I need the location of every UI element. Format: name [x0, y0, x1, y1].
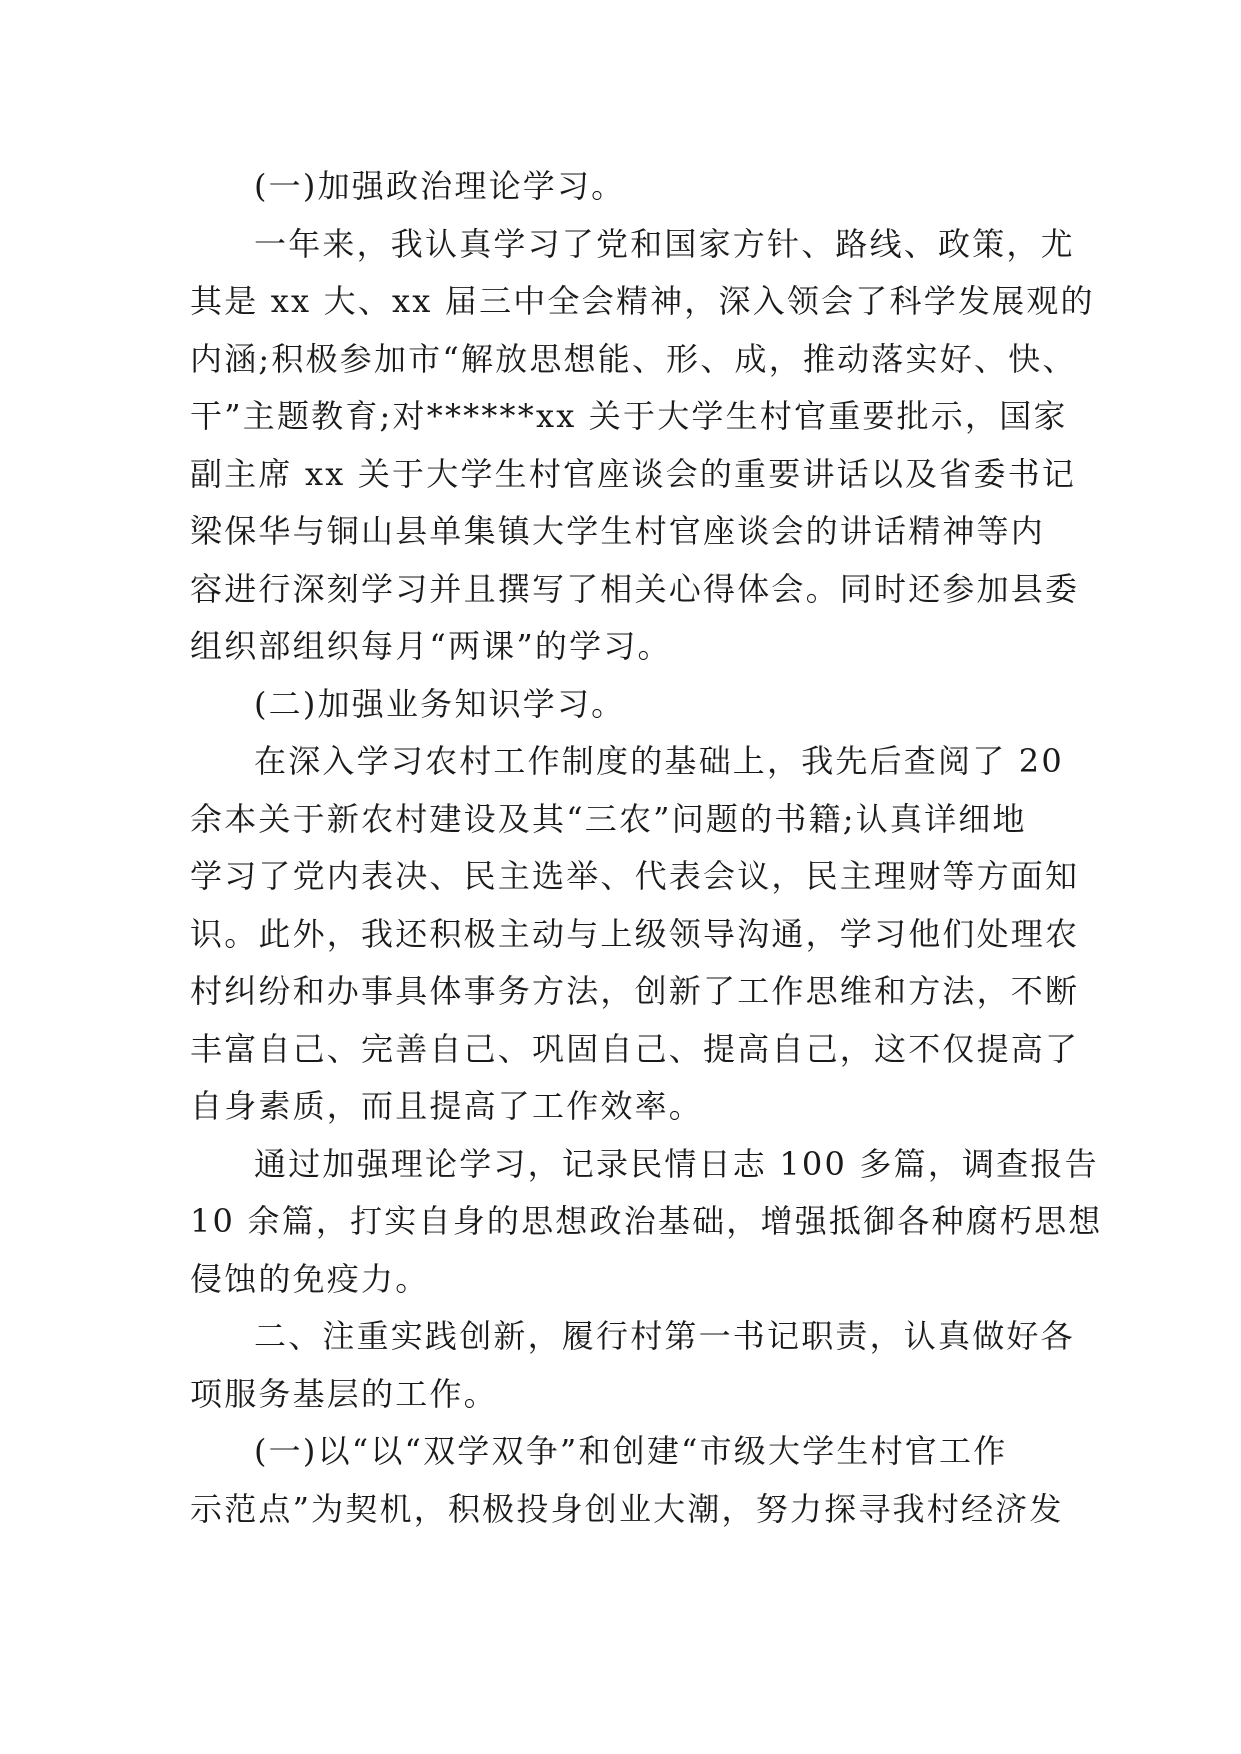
paragraph-business-study: [190, 733, 1080, 1136]
text-line: 二、注重实践创新，履行村第一书记职责，认真做好各: [254, 1317, 1075, 1355]
text-line: 在深入学习农村工作制度的基础上，我先后查阅了 20: [254, 742, 1064, 780]
text-line: 梁保华与铜山县单集镇大学生村官座谈会的讲话精神等内: [190, 512, 1046, 550]
text-line: 其是 xx 大、xx 届三中全会精神，深入领会了科学发展观的: [190, 282, 1095, 320]
section-heading-practice-innovation: [190, 1308, 1075, 1423]
section-heading-political-study: [190, 158, 1050, 216]
paragraph-double-study: [190, 1423, 1064, 1538]
text-line: 副主席 xx 关于大学生村官座谈会的重要讲话以及省委书记: [190, 454, 1077, 493]
text-line: (一)以“以“双学双争”和创建“市级大学生村官工作: [254, 1432, 1008, 1470]
text-line: 干”主题教育;对******xx 关于大学生村官重要批示，国家: [190, 397, 1068, 435]
text-line: 村纠纷和办事具体事务方法，创新了工作思维和方法，不断: [190, 972, 1080, 1010]
text-line: (二)加强业务知识学习。: [254, 684, 626, 723]
text-line: 内涵;积极参加市“解放思想能、形、成，推动落实好、快、: [190, 339, 1077, 378]
text-line: 示范点”为契机，积极投身创业大潮，努力探寻我村经济发: [190, 1489, 1064, 1528]
text-line: 余本关于新农村建设及其“三农”问题的书籍;认真详细地: [190, 799, 1027, 838]
document-body: [190, 158, 1103, 1538]
text-line: 项服务基层的工作。: [190, 1374, 498, 1413]
text-line: 一年来，我认真学习了党和国家方针、路线、政策，尤: [254, 224, 1075, 263]
text-line: 侵蚀的免疫力。: [190, 1259, 430, 1298]
text-line: (一)加强政治理论学习。: [254, 167, 626, 205]
text-line: 自身素质，而且提高了工作效率。: [190, 1087, 704, 1125]
text-line: 容进行深刻学习并且撰写了相关心得体会。同时还参加县委: [190, 569, 1080, 608]
text-line: 丰富自己、完善自己、巩固自己、提高自己，这不仅提高了: [190, 1029, 1080, 1068]
text-line: 10 余篇，打实自身的思想政治基础，增强抵御各种腐朽思想: [190, 1202, 1103, 1240]
text-line: 组织部组织每月“两课”的学习。: [190, 627, 672, 665]
text-line: 识。此外，我还积极主动与上级领导沟通，学习他们处理农: [190, 914, 1080, 953]
paragraph-study-results: [190, 1136, 1103, 1309]
text-line: 学习了党内表决、民主选举、代表会议，民主理财等方面知: [190, 857, 1080, 895]
paragraph-political-study: [190, 216, 1095, 676]
text-line: 通过加强理论学习，记录民情日志 100 多篇，调查报告: [254, 1144, 1099, 1183]
section-heading-business-study: [190, 676, 1050, 734]
